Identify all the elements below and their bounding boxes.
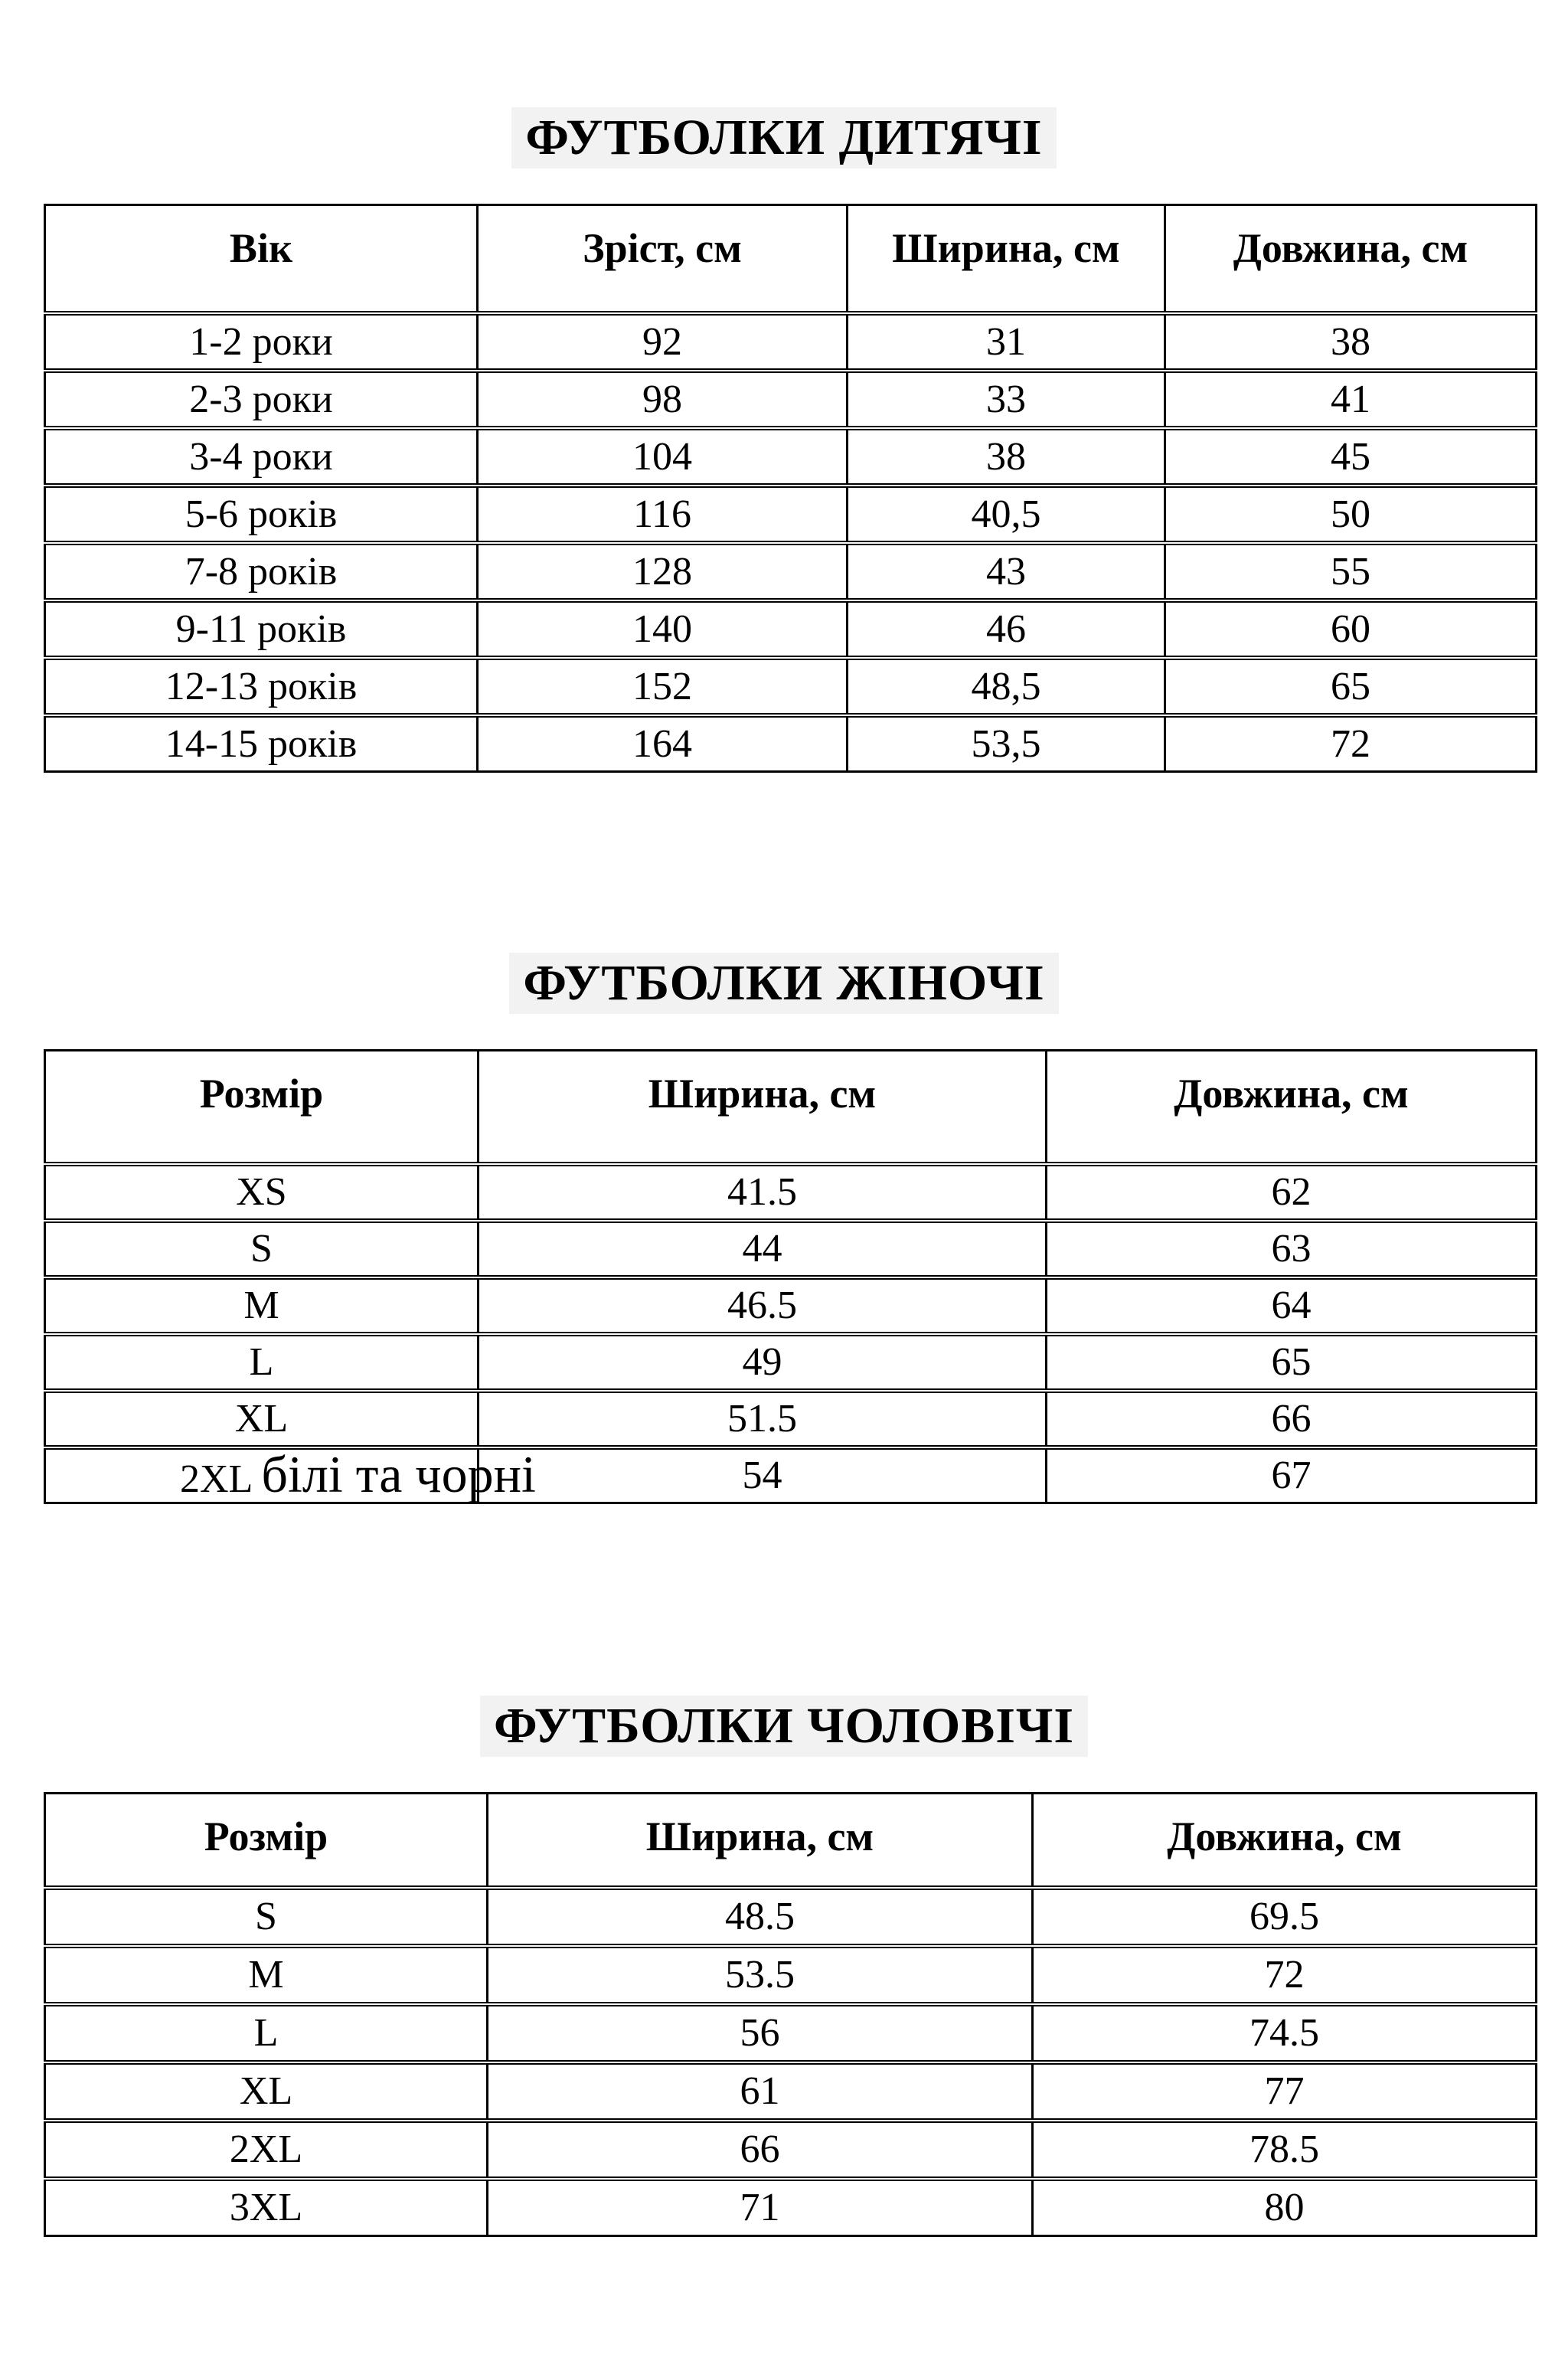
cell: XL [45,1391,479,1447]
cell: 65 [1165,658,1537,715]
table-title-row [0,953,1568,1014]
cell: 31 [848,313,1165,371]
header-row [45,204,1537,313]
size-label: 2XL [180,1457,252,1501]
cell: 56 [488,2004,1033,2062]
cell: 55 [1165,543,1537,600]
cell: 77 [1033,2062,1537,2121]
cell: 40,5 [848,486,1165,543]
table-title-row [0,1696,1568,1757]
table-row [45,371,1537,428]
column-header: Вік [229,224,293,271]
table-row [45,2004,1537,2062]
table-title: ФУТБОЛКИ ДИТЯЧІ [511,107,1056,168]
cell: 61 [488,2062,1033,2121]
size-table [44,1049,1537,1504]
table-row [45,600,1537,658]
table-row [45,1447,1537,1503]
cell: 60 [1165,600,1537,658]
cell: 65 [1047,1334,1537,1391]
column-header: Довжина, см [1047,1050,1537,1164]
cell: L [45,1334,479,1391]
color-note: білі та чорні [261,1444,536,1503]
cell: 54 [479,1447,1047,1503]
cell: 98 [478,371,848,428]
size-table [44,1792,1537,2237]
cell: 2-3 роки [45,371,478,428]
cell: 48,5 [848,658,1165,715]
table-row [45,543,1537,600]
cell: 74.5 [1033,2004,1537,2062]
table-row [45,2121,1537,2179]
cell: 33 [848,371,1165,428]
table-row [45,715,1537,772]
cell: 72 [1165,715,1537,772]
cell: 45 [1165,428,1537,486]
cell: M [45,1946,488,2004]
cell: 66 [488,2121,1033,2179]
cell: 72 [1033,1946,1537,2004]
table-title-row [0,107,1568,168]
cell: 38 [1165,313,1537,371]
cell: 63 [1047,1221,1537,1277]
cell: 71 [488,2179,1033,2236]
cell: 69.5 [1033,1888,1537,1946]
cell: 92 [478,313,848,371]
table-row [45,1334,1537,1391]
table-title: ФУТБОЛКИ ЧОЛОВІЧІ [480,1696,1088,1757]
column-header: Довжина, см [1165,204,1537,313]
cell: 1-2 роки [45,313,478,371]
size-table-section [0,0,1568,773]
cell: 43 [848,543,1165,600]
table-row [45,1277,1537,1334]
cell: 80 [1033,2179,1537,2236]
cell: S [45,1888,488,1946]
column-header: Ширина, см [479,1050,1047,1164]
cell: 9-11 років [45,600,478,658]
table-row [45,1888,1537,1946]
cell: 5-6 років [45,486,478,543]
cell: 53,5 [848,715,1165,772]
column-header: Довжина, см [1033,1793,1537,1888]
cell: 14-15 років [45,715,478,772]
cell: 41 [1165,371,1537,428]
cell: 41.5 [479,1164,1047,1221]
cell: 66 [1047,1391,1537,1447]
cell: S [45,1221,479,1277]
table-row [45,1946,1537,2004]
cell: 46.5 [479,1277,1047,1334]
header-row [45,1050,1537,1164]
cell: 46 [848,600,1165,658]
cell: 128 [478,543,848,600]
cell: 64 [1047,1277,1537,1334]
cell: M [45,1277,479,1334]
cell: 38 [848,428,1165,486]
cell: L [45,2004,488,2062]
column-header: Розмір [199,1070,324,1117]
table-row [45,1391,1537,1447]
table-row [45,486,1537,543]
column-header: Ширина, см [488,1793,1033,1888]
cell: 104 [478,428,848,486]
table-row [45,658,1537,715]
cell: 48.5 [488,1888,1033,1946]
table-row [45,2062,1537,2121]
table-row [45,1221,1537,1277]
cell [45,1444,536,1503]
cell: 152 [478,658,848,715]
table-row [45,1164,1537,1221]
size-table-section [0,1504,1568,2237]
cell: 50 [1165,486,1537,543]
cell: 53.5 [488,1946,1033,2004]
cell: 49 [479,1334,1047,1391]
column-header: Розмір [204,1813,328,1859]
header-row [45,1793,1537,1888]
cell: 44 [479,1221,1047,1277]
column-header: Зріст, см [478,204,848,313]
size-table-section [0,773,1568,1504]
cell: 62 [1047,1164,1537,1221]
cell: 7-8 років [45,543,478,600]
cell: 116 [478,486,848,543]
cell: 67 [1047,1447,1537,1503]
table-row [45,2179,1537,2236]
cell: 3XL [45,2179,488,2236]
cell: 3-4 роки [45,428,478,486]
cell: 140 [478,600,848,658]
cell: 78.5 [1033,2121,1537,2179]
column-header: Ширина, см [848,204,1165,313]
size-with-note [180,1444,536,1505]
size-table [44,204,1537,773]
table-row [45,428,1537,486]
cell: 12-13 років [45,658,478,715]
table-title: ФУТБОЛКИ ЖІНОЧІ [509,953,1058,1014]
cell: 51.5 [479,1391,1047,1447]
cell: XS [45,1164,479,1221]
cell: 164 [478,715,848,772]
cell: 2XL [45,2121,488,2179]
table-row [45,313,1537,371]
cell: XL [45,2062,488,2121]
